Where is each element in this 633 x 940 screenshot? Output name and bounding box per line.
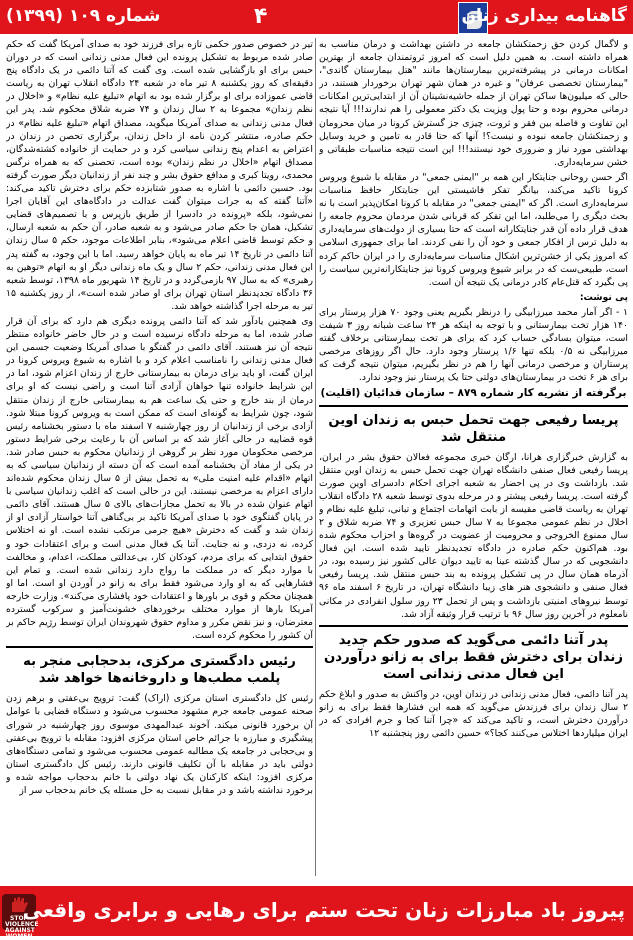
notes-title: پی نوشت: <box>579 291 628 303</box>
article-headline: رئیس دادگستری مرکزی، بدحجابی منجر به پلمب مطب‌ها و داروخانه‌ها خواهد شد <box>23 654 296 687</box>
body-paragraph: تیر در خصوص صدور حکمی تازه برای فرزند خود به صدای آمریکا گفت که حکم صادر شده مربوط به تشکیل پرونده این فعال مدنی زندانی است که در دوران حبس برای او بازگشایی شده است. وی گفت که آتنا دائمی در یک دادگاه پنج دقیقه‌ای که روز یکشنبه ۸ تیر ماه در شعبه ۲۴ دادگاه انقلاب تهران به ریاست قاضی عموزاده برای او برگزار شده بود به اتهام «تبلیغ علیه نظام» و «اخلال در نظم زندان» مجموعا به ۲ سال زندان و ۷۴ ضربه شلاق محکوم شد. پدر این فعال مدنی زندانی به صدای آمریکا میگوید، مصداق اتهام «تبلیغ علیه نظام» در حکم صادره، منتشر کردن نامه از داخل زندان، برگزاری تحصن در زندان در اعتراض به اعدام پنج زندانی سیاسی کرد و در حمایت از خانواده کشته‌شدگان، مصداق اتهام «اخلال در نظم زندان» بوده است، تحصنی که به همراه نرگس محمدی، رویتا کبری و مدافع حقوق بشر و چند نفر از زندانیان دیگر صورت گرفته بود. حسین دائمی با اشاره به صدور شتابزده حکم برای دخترش تاکید می‌کند: «آتنا گفته که به جرات میتوان گفت عدالت در دادگاه‌های این آقایان اجرا نمی‌شود، بلکه «پرونده در دادسرا از طریق بازپرس و با تصمیم‌های قضایی تشکیل، همان جا حکم صادر می‌شود و به شعبه صادر، آن حکم به شعبه ارسال، و حکم توسط قاضی اعلام می‌شود»، بنابر اطلاعات موجود، حکم ۵ سال زندان آتنا دائمی در تاریخ ۱۴ تیر ماه به پایان خواهد رسید. اما با این وجود، به گفته پدر این فعال مدنی زندانی، حکم ۲ سال و یک ماه زندانی دیگر او به اتهام «توهین به رهبری» که به سال ۹۷ بازمی‌گردد و در تاریخ ۱۴ شهریور ماه ۱۳۹۸، توسط شعبه ۳۶ دادگاه تجدیدنظر استان تهران برای او صادر شده است»، از روز یکشنبه ۱۵ تیر به مرحله اجرا گذاشته خواهد شد. <box>6 39 313 312</box>
body-paragraph: اگر حسن روحانی جنایتکار این همه بر "ایمنی جمعی" در مقابله با شیوع ویروس کرونا تاکید می‌کند، بیانگر تفکر فاشیستی این جنایتکار حافظ مناسبات سرمایه‌داری است. اگر که "ایمنی جمعی" در مقابله با کرونا امکان‌پذیر است با نه بحث دیگری را می‌طلبد، اما این تفکر که قربانی شدن مردمان محروم جامعه را هدف قرار داده آن قدر جنایتکارانه است که حتا بسیاری از دولت‌های سرمایه‌داری به دلیل ترس از افکار جمعی و خود آن را نفی کردند. اما برای جمهوری اسلامی که امروز یکی از خشن‌ترین اشکال مناسبات سرمایه‌داری را در ایران حاکم کرده است، طبیعی‌ست که در برابر شیوع ویروس کرونا نیز جنایتکارانه‌ترین سیاست را پی بگیرد که قتل‌عام کادر درمانی یک نتیجه آن است. <box>319 171 628 288</box>
header-bar <box>0 0 633 34</box>
article-source: برگرفته از نشریه کار شماره ۸۷۹ – سازمان فدائیان (اقلیت) <box>320 387 627 400</box>
body-paragraph: پدر آتنا دائمی، فعال مدنی زندانی در زندان اوین، در واکنش به صدور و ابلاغ حکم ۲ سال زندان برای فرزندش می‌گوید که همه این فشارها فقط برای به زانو درآوردن دخترش است، و تاکید می‌کند که «چرا آتنا کجا و جرم افرادی که در ایران میلیاردها اختلاس می‌کنند کجا؟» حسین دائمی روز پنجشنبه ۱۲ <box>319 688 628 740</box>
footnote: ۱ - اگر آمار محمد میرزابیگی را درنظر بگیریم یعنی وجود ۷۰ هزار پرستار برای ۱۴۰ هزار تخت بیمارستانی و با توجه به اینکه هر ۲۴ ساعت شبانه روز ۳ شیفت است، میتوان بسادگی حساب کرد که برای هر تخت بیمارستانی برخلاف گفته میرزابیگی نه ۰/۵ بلکه تنها ۱/۶ پرستار وجود دارد. حال اگر روزهای مرخصی پرستاران و مرخصی درمانی آنها را هم در نظر بگیریم، میتوان نتیجه گرفت که برای هر ۶ تخت در بیمارستان‌های دولتی حتا یک پرستار نیز وجود ندارد. <box>319 306 628 384</box>
page-number: ۴ <box>254 4 268 29</box>
section-divider <box>6 646 313 648</box>
article-headline: پریسا رفیعی جهت تحمل حبس به زندان اوین منتقل شد <box>328 412 619 445</box>
right-column <box>319 38 628 876</box>
section-divider <box>319 405 628 407</box>
body-paragraph: و لاگمال کردن حق زحمتکشان جامعه در داشتن بهداشت و درمان مناسب به همراه داشته است. به همین دلیل است که امروز ثروتمندان جامعه از بهترین امکانات درمانی در پیشرفته‌ترین بیمارستان‌ها مانند "هتل بیمارستان گاندی"، "بیمارستان تخصصی عرفان" و غیره در همان شهر تهران برخوردار هستند، در حالی که میلیون‌ها ساکن تهران از جمله حاشیه‌نشینان آن از ابتدایی‌ترین امکانات درمانی محروم بوده و حتا پول ویزیت یک دکتر معمولی را هم ندارند!!! آیا نتیجه این تفاوت و فاصله بین فقر و ثروت، چیزی جز گسترش کرونا در میان محرومان و زحمتکشان جامعه نبوده و نیست؟! آنها که حتا قادر به تامین و خرید وسایل بهداشتی مورد نیاز و ضروری خود نیستند!!! این است نتیجه مناسبات طبقاتی و خشن سرمایه‌داری. <box>319 39 628 168</box>
body-paragraph: به گزارش خبرگزاری هرانا، ارگان خبری مجموعه فعالان حقوق بشر در ایران، پریسا رفیعی فعال صنفی دانشگاه تهران جهت تحمل حبس به زندان اوین منتقل شد. بازداشت وی در پی احضار به شعبه اجرای احکام دادسرای اوین صورت گرفته است. پریسا رفیعی پیشتر و در مرحله بدوی توسط شعبه ۲۸ دادگاه انقلاب تهران به ریاست قاضی مقیسه از بابت اتهامات اجتماع و تبانی، تبلیغ علیه نظام و اخلال در نظم عمومی مجموعا به ۷ سال حبس تعزیری و ۷۴ ضربه شلاق و ۲ سال ممنوع الخروجی و محرومیت از عضویت در گروه‌ها و احزاب محکوم شده بود. هم‌اکنون حکم صادره در دادگاه تجدیدنظر تایید شده است. این فعال دانشجویی که در سال گذشته عینا به تایید دیوان عالی کشور نیز رسیده بود، در آذرماه همان سال در پی تشکیل پرونده به بند حبس منتقل شد. پریسا رفیعی فعال صنفی و دانشجوی هنر های زیبا دانشگاه تهران، در تاریخ ۶ اسفند ماه ۹۶ توسط نیروهای امنیتی بازداشت و پس از تحمل ۲۳ روز سلول انفرادی در مکانی نامعلوم در آخرین روز سال ۹۶ با ترتیب قرار وثیقه آزاد شد. <box>319 451 628 620</box>
footer-bar <box>0 886 633 940</box>
body-paragraph: وی همچنین یادآور شد که آتنا دائمی پرونده دیگری هم دارد که برای آن قرار صادر شده، اما به مرحله دادگاه نرسیده است و در حال حاضر خانواده منتظر نتیجه آن نیز هستند. آقای دائمی در گفتگو با صدای آمریکا وضعیت جسمی این فعال مدنی زندانی را نامناسب اعلام کرد و با اشاره به شیوع ویروس کرونا در ایران گفت، او باید برای درمان به بیمارستانی خارج از زندان اعزام شود، اما در این شرایط خانواده تنها خواهان آزادی آتنا است و راضی نیست که او برای درمان از بند خارج و حتی یک ساعت هم به بیمارستانی خارج از زندان منتقل شود، چون شرایط به گونه‌ای است که ممکن است به ویروس کرونا مبتلا شود. آزادی برخی از زندانیان از روز چهارشنبه ۷ اسفند ماه با دستور بخشنامه رئیس قوه قضاییه در حالی آغاز شد که بر اساس آن با رعایت برخی شرایط دستور مرخصی محکومان مورد نظر بر گروهی از زندانیان محکوم به حبس صادر شد. در یکی از مفاد آن بخشنامه آمده است که آن دسته از زندانیان سیاسی که به اتهام «اقدام علیه امنیت ملی» به تحمل بیش از ۵ سال زندان محکوم شده‌اند دارای اعزام به مرخصی نیستند. این در حالی است که اغلب زندانیان سیاسی با اتهام عنوان شده در بالا به تحمل مجازات‌های بالای ۵ سال هستند. آقای دائمی در پایان گفتگوی خود با صدای آمریکا تاکید بر بی‌گناهی آتنا خواستار آزادی او از زندان شد و گفت که دخترش «هیچ جرمی مرتکب نشده است. او نه اختلاس کرده، نه دزدی، و نه جنایت. آتنا یک فعال مدنی است و برای اعتقادات خود و حقوق ابتدایی که برای مردم، کودکان کار، بی‌عدالتی مملکت، اعدام، و مخالفت با موارد دیگر که در مملکت ما رواج دارد زندانی شده است. و تمام این فشارهایی که به او وارد می‌شود فقط برای به زانو در آوردن او است. اما او همچنان محکم و قوی بر باورها و اعتقادات خود پافشاری می‌کند». وزارت خارجه آمریکا بارها از موارد مختلف برخوردهای خشونت‌آمیز و سرکوب گسترده معترضان، و نیز نقض مکرر و مداوم حقوق شهروندان ایران توسط رژیم حاکم بر آن کشور را محکوم کرده است. <box>6 315 313 642</box>
footer-slogan: پیروز باد مبارزات زنان تحت ستم برای رهایی و برابری واقعی <box>22 898 625 922</box>
section-divider <box>319 625 628 627</box>
article-headline: پدر آتنا دائمی می‌گوید که صدور حکم جدید زندان برای دخترش فقط برای به زانو درآوردن این فعال مدنی زندانی است <box>324 632 623 682</box>
column-divider <box>315 38 316 876</box>
badge-text: STOP VIOLENCE AGAINST WOMEN <box>5 915 39 940</box>
body-paragraph: رئیس کل دادگستری استان مرکزی (اراک) گفت: ترویج بی‌عفتی و برهم زدن صحنه عمومی جامعه جرم مشهود محسوب می‌شود و دستگاه قضایی با عوامل آن برخورد قانونی میکند. آخوند عبدالمهدی موسوی روز چهارشنبه در شورای پیشگیری و مبارزه با جرائم خاص استان مرکزی افزود: مقابله با ترویج بی‌عفتی و بی‌حجابی در جامعه یک مطالبه عمومی محسوب می‌شود و تمامی دستگاه‌های دولتی باید در مقابله با آن تکلیف قانونی دارند. رئیس کل دادگستری استان مرکزی افزود: اینکه کارکنان یک نهاد دولتی با خانم بدحجاب مواجه شده و برخورد نداشته باشد و در مقابل نسبت به حل مسئله یک خانم بدحجاب سر از <box>6 693 313 796</box>
newsletter-title: گاهنامه بیداری زنان <box>461 6 627 26</box>
left-column <box>6 38 313 876</box>
issue-number: شماره ۱۰۹ (۱۳۹۹) <box>6 6 161 26</box>
